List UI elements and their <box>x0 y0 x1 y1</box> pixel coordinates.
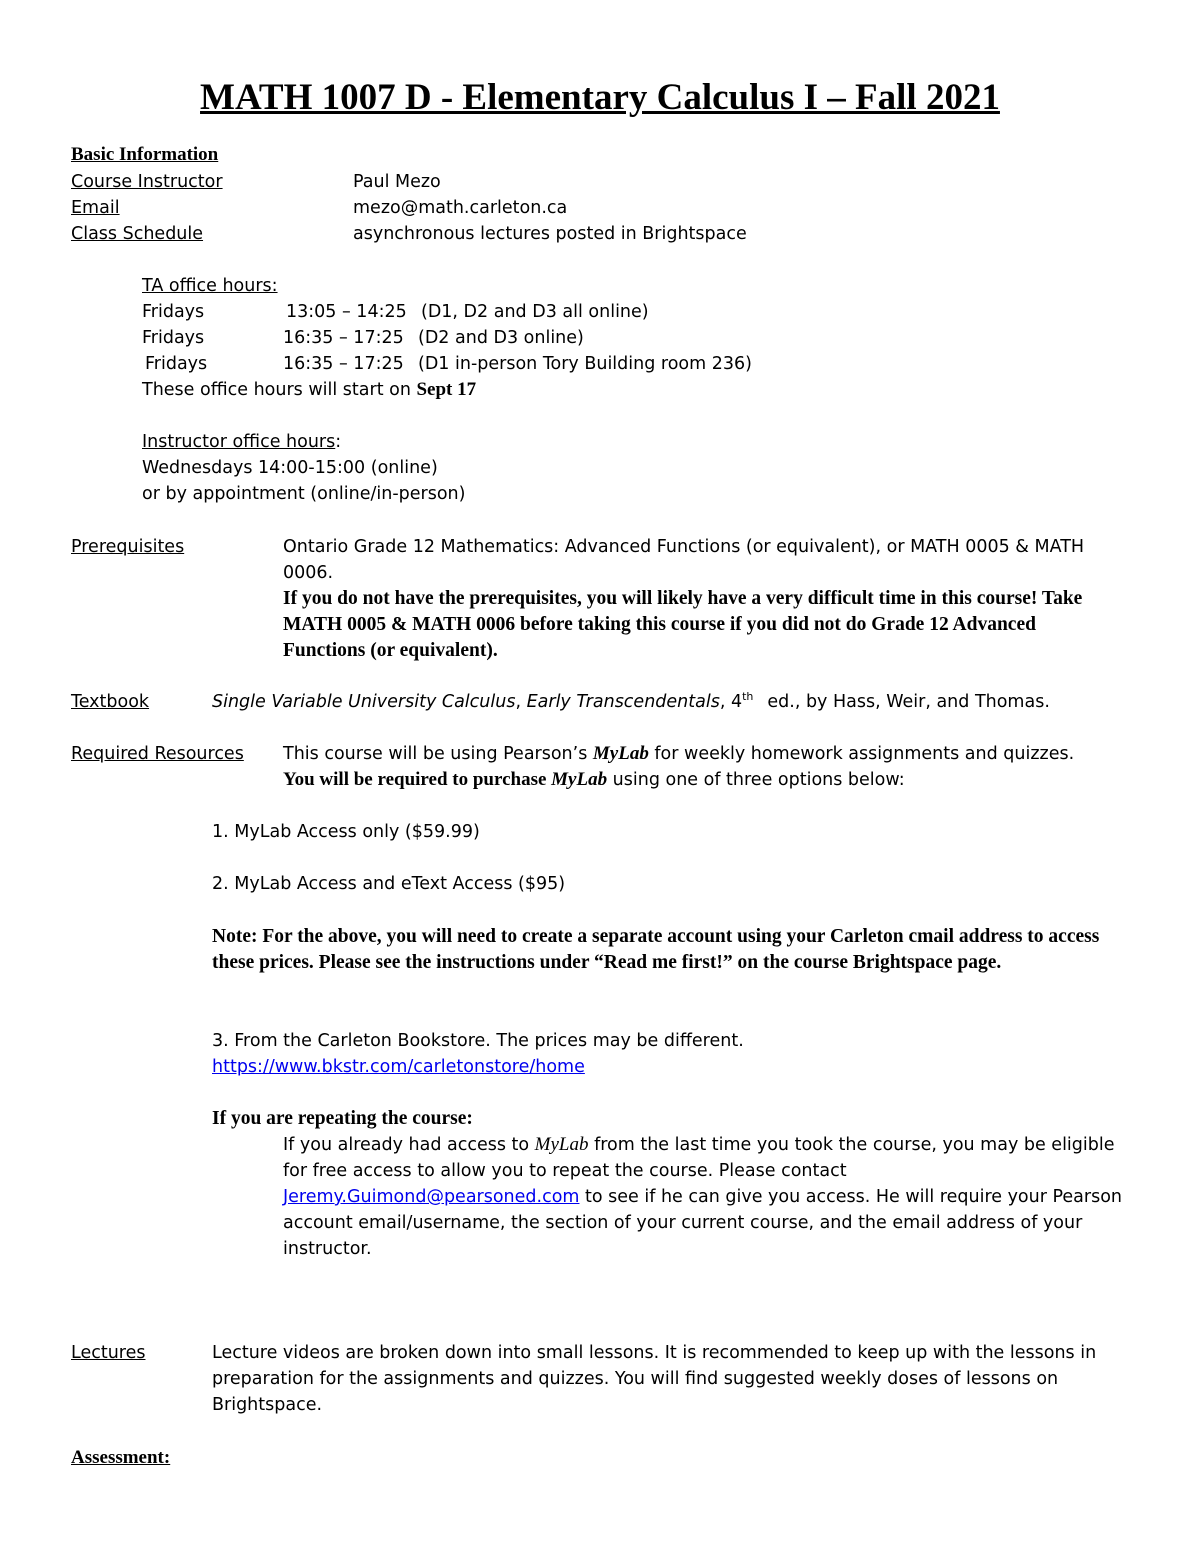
resources-line1-post: for weekly homework assignments and quizzes. <box>648 744 1075 764</box>
schedule-value: asynchronous lectures posted in Brightspace <box>353 224 747 244</box>
ta-row-note: (D2 and D3 online) <box>418 328 584 348</box>
resources-line2 <box>283 767 905 793</box>
ta-hours-heading: TA office hours: <box>142 276 278 296</box>
prerequisites-text: Ontario Grade 12 Mathematics: Advanced Functions (or equivalent), or MATH 0005 & MATH 0006. <box>283 537 1085 583</box>
resources-line2-post: using one of three options below: <box>607 770 905 790</box>
ta-start-line <box>142 377 476 403</box>
bookstore-link[interactable]: https://www.bkstr.com/carletonstore/home <box>212 1057 585 1077</box>
instructor-hours-colon: : <box>335 432 342 452</box>
ta-row-day: Fridays <box>142 302 205 322</box>
textbook-sep: , <box>515 692 527 712</box>
repeat-paragraph <box>283 1132 1133 1262</box>
ta-row-time: 13:05 – 14:25 <box>286 302 407 322</box>
prerequisites-label: Prerequisites <box>71 537 185 557</box>
instructor-hours-line1: Wednesdays 14:00-15:00 (online) <box>142 458 438 478</box>
assessment-heading: Assessment: <box>71 1447 171 1468</box>
resources-option-3: 3. From the Carleton Bookstore. The prices may be different. <box>212 1031 744 1051</box>
resources-line2-mylab: MyLab <box>551 769 608 790</box>
textbook-title-part1: Single Variable University Calculus <box>212 692 516 712</box>
instructor-hours-heading-line <box>142 429 341 455</box>
textbook-title-part2: Early Transcendentals <box>526 692 720 712</box>
email-value: mezo@math.carleton.ca <box>353 198 568 218</box>
textbook-label: Textbook <box>71 692 150 712</box>
textbook-authors: ed., by Hass, Weir, and Thomas. <box>767 692 1050 712</box>
repeat-mid: from the last time you took the course, you may be eligible for free access to allow you to repeat the course. Please contact <box>283 1135 1115 1181</box>
ta-start-date: Sept 17 <box>416 379 477 400</box>
instructor-value: Paul Mezo <box>353 172 441 192</box>
ta-row-note: (D1 in-person Tory Building room 236) <box>418 354 752 374</box>
textbook-edition-sup: th <box>742 690 754 704</box>
resources-line1-pre: This course will be using Pearson’s <box>283 744 593 764</box>
resources-mylab: MyLab <box>592 743 649 764</box>
page-title: MATH 1007 D - Elementary Calculus I – Fall 2021 <box>200 77 1000 118</box>
repeat-post: to see if he can give you access. He will require your Pearson account email/username, the section of your current course, and the email address of your instructor. <box>283 1187 1123 1259</box>
textbook-citation <box>212 689 1050 715</box>
resources-label: Required Resources <box>71 744 244 764</box>
ta-row-time: 16:35 – 17:25 <box>283 328 404 348</box>
resources-option-1: 1. MyLab Access only ($59.99) <box>212 822 480 842</box>
repeat-mylab: MyLab <box>534 1134 589 1155</box>
ta-row-day: Fridays <box>145 354 208 374</box>
ta-start-prefix: These office hours will start on <box>142 380 417 400</box>
resources-line1 <box>283 741 1074 767</box>
resources-note: Note: For the above, you will need to create a separate account using your Carleton cmail address to access these prices. Please see the instructions under “Read me first!” on the course Brightspace page. <box>212 926 1100 973</box>
ta-row-note: (D1, D2 and D3 all online) <box>421 302 649 322</box>
resources-line2-bold: You will be required to purchase <box>283 769 552 790</box>
pearson-email-link[interactable]: Jeremy.Guimond@pearsoned.com <box>283 1187 580 1207</box>
basic-info-heading: Basic Information <box>71 144 219 165</box>
prerequisites-body <box>283 534 1103 664</box>
repeat-heading: If you are repeating the course: <box>212 1108 473 1129</box>
instructor-hours-line2: or by appointment (online/in-person) <box>142 484 466 504</box>
lectures-text: Lecture videos are broken down into small lessons. It is recommended to keep up with the lessons in preparation for the assignments and quizzes. You will find suggested weekly doses of lessons on Brightspace. <box>212 1343 1097 1415</box>
email-label: Email <box>71 198 120 218</box>
ta-row-day: Fridays <box>142 328 205 348</box>
ta-row-time: 16:35 – 17:25 <box>283 354 404 374</box>
instructor-label: Course Instructor <box>71 172 223 192</box>
prerequisites-warning: If you do not have the prerequisites, you will likely have a very difficult time in this course! Take MATH 0005 & MATH 0006 before taking this course if you did not do Grade 12 Advanced Functions (or equivalent). <box>283 588 1083 661</box>
schedule-label: Class Schedule <box>71 224 204 244</box>
repeat-pre: If you already had access to <box>283 1135 535 1155</box>
resources-option-2: 2. MyLab Access and eText Access ($95) <box>212 874 566 894</box>
lectures-label: Lectures <box>71 1343 146 1363</box>
textbook-edition: , 4 <box>719 692 743 712</box>
instructor-hours-heading: Instructor office hours <box>142 432 336 452</box>
